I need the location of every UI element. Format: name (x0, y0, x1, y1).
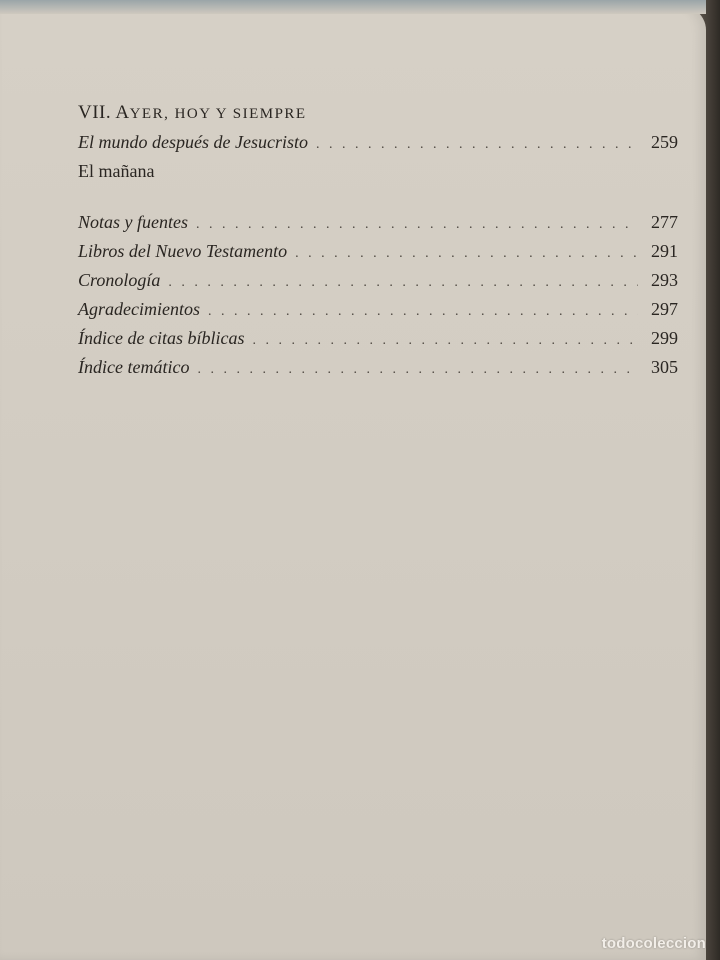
toc-entry-plain: El mañana (78, 161, 155, 181)
page-top-edge (0, 0, 706, 14)
leader-dots (208, 297, 638, 326)
toc-entry-label: Cronología (78, 270, 161, 290)
leader-dots (252, 326, 638, 355)
toc-entry-label: Índice de citas bíblicas (78, 328, 245, 348)
toc-entry (78, 353, 678, 382)
leader-dots (168, 268, 638, 297)
toc-entry (78, 295, 678, 324)
toc-entry-label: El mundo después de Jesucristo (78, 132, 308, 152)
toc-entry-page: 259 (651, 132, 678, 152)
toc-entry (78, 237, 678, 266)
toc-entry-label: Agradecimientos (78, 299, 200, 319)
toc-entry-page: 291 (651, 241, 678, 261)
table-of-contents (78, 98, 678, 382)
leader-dots (316, 130, 638, 159)
leader-dots (196, 210, 638, 239)
toc-entry (78, 128, 678, 157)
leader-dots (197, 355, 638, 384)
section-title-initial: A (115, 102, 130, 123)
toc-entry (78, 208, 678, 237)
section-numeral: VII. (78, 102, 112, 123)
toc-entry (78, 266, 678, 295)
toc-entry-label: Notas y fuentes (78, 212, 188, 232)
toc-entry-label: Índice temático (78, 357, 190, 377)
toc-entry (78, 324, 678, 353)
toc-entry-page: 277 (651, 212, 678, 232)
toc-entry-page: 293 (651, 270, 678, 290)
section-heading (78, 98, 678, 128)
toc-entry-page: 297 (651, 299, 678, 319)
leader-dots (295, 239, 638, 268)
toc-entry-page: 305 (651, 357, 678, 377)
toc-entry-label: Libros del Nuevo Testamento (78, 241, 288, 261)
section-title-rest: YER, HOY Y SIEMPRE (129, 106, 307, 122)
toc-entry-page: 299 (651, 328, 678, 348)
watermark-logo: todocoleccion (601, 935, 706, 952)
